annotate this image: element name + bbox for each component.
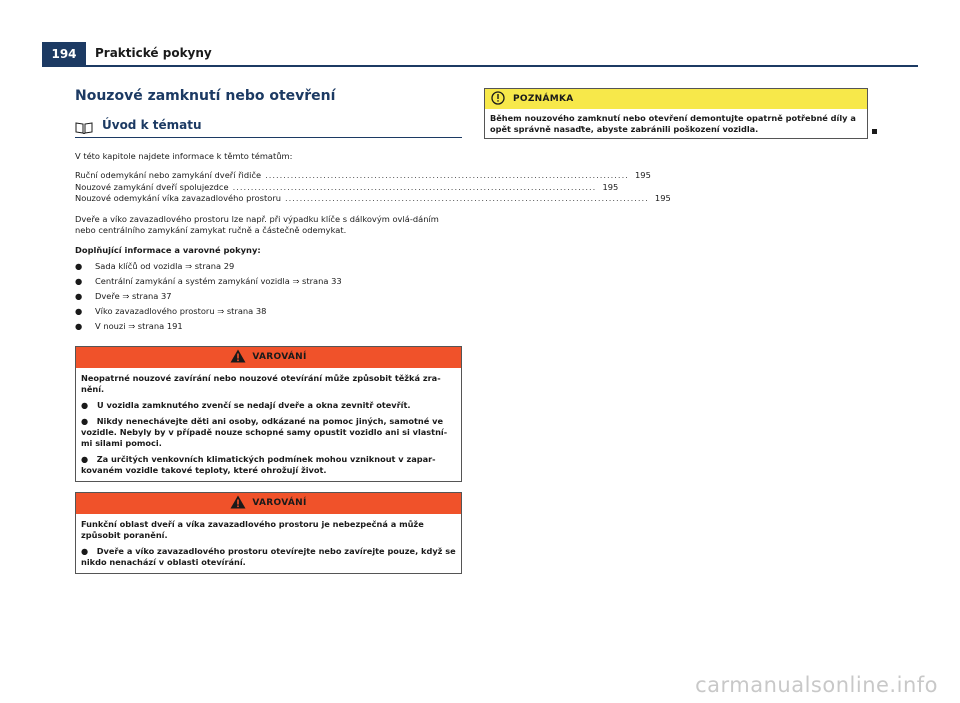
bullet-icon: ● xyxy=(81,415,97,426)
list-item-text: Víko zavazadlového prostoru ⇒ strana 38 xyxy=(95,305,267,316)
warning-title: VAROVÁNÍ xyxy=(252,498,307,508)
warning-item xyxy=(81,400,456,411)
warning-lead: Neopatrné nouzové zavírání nebo nouzové otevírání může způsobit těžká zra-nění. xyxy=(81,372,441,394)
toc-entry[interactable] xyxy=(75,193,671,205)
toc-entry-page: 195 xyxy=(635,170,651,180)
list-item-text: Dveře ⇒ strana 37 xyxy=(95,290,172,301)
page-title: Nouzové zamknutí nebo otevření xyxy=(75,88,336,104)
bullet-icon: ● xyxy=(75,290,83,301)
list-item[interactable] xyxy=(75,261,462,272)
right-column xyxy=(484,88,868,139)
bullet-icon: ● xyxy=(81,399,89,410)
list-item[interactable] xyxy=(75,276,462,287)
list-item-text: V nouzi ⇒ strana 191 xyxy=(95,320,183,331)
watermark: carmanualsonline.info xyxy=(695,673,938,697)
toc-entry-label: Nouzové odemykání víka zavazadlového prostoru xyxy=(75,193,282,203)
toc-leader-dots: .................................................................................................... xyxy=(265,170,629,180)
toc-leader-dots: .................................................................................................... xyxy=(232,181,597,192)
end-of-section-marker xyxy=(872,129,877,134)
bullet-icon: ● xyxy=(75,305,83,316)
list-item[interactable] xyxy=(75,306,462,317)
list-item[interactable] xyxy=(75,321,462,332)
subsection-title: Úvod k tématu xyxy=(102,118,202,132)
toc-leader-dots: .................................................................................................... xyxy=(285,193,649,203)
intro-text: V této kapitole najdete informace k těmto tématům: xyxy=(75,151,293,161)
warning-box-1 xyxy=(75,346,462,482)
toc-entry-label: Nouzové zamykání dveří spolujezdce xyxy=(75,181,229,192)
warning-header xyxy=(76,493,461,514)
warning-item xyxy=(81,416,456,449)
reference-list xyxy=(75,261,462,332)
warning-lead: Funkční oblast dveří a víka zavazadlového prostoru je nebezpečná a může způsobit poranění. xyxy=(81,518,424,540)
table-of-contents xyxy=(75,170,671,205)
note-text: Během nouzového zamknutí nebo otevření demontujte opatrně potřebné díly a opět správně nasaďte, abyste zabránili poškození vozidla. xyxy=(490,113,856,134)
toc-entry[interactable] xyxy=(75,181,619,194)
warning-item xyxy=(81,454,456,476)
warning-box-2 xyxy=(75,492,462,574)
note-title: POZNÁMKA xyxy=(513,94,574,104)
bullet-icon: ● xyxy=(81,545,97,556)
toc-entry-page: 195 xyxy=(602,181,619,192)
page-number: 194 xyxy=(42,42,86,66)
warning-title: VAROVÁNÍ xyxy=(252,352,307,362)
note-box xyxy=(484,88,868,139)
warning-header xyxy=(76,347,461,368)
bullet-icon: ● xyxy=(81,453,97,464)
warning-triangle-icon xyxy=(230,348,246,367)
warning-item-text: U vozidla zamknutého zvenčí se nedají dveře a okna zevnitř otevřít. xyxy=(97,399,411,410)
note-body xyxy=(485,109,867,138)
bullet-icon: ● xyxy=(75,320,83,331)
header-divider xyxy=(42,65,918,67)
toc-entry-label: Ruční odemykání nebo zamykání dveří řidiče xyxy=(75,170,262,180)
warning-triangle-icon xyxy=(230,494,246,513)
subsection-header xyxy=(75,118,462,138)
note-header xyxy=(485,89,867,109)
warning-body xyxy=(76,368,461,481)
warning-item-text: Za určitých venkovních klimatických podmínek mohou vzniknout v zapar-kovaném vozidle takové teploty, které ohrožují život. xyxy=(81,453,436,475)
toc-entry-page: 195 xyxy=(654,193,671,203)
warning-body xyxy=(76,514,461,573)
info-heading: Doplňující informace a varovné pokyny: xyxy=(75,244,261,255)
warning-item xyxy=(81,546,456,568)
exclamation-circle-icon xyxy=(491,90,505,109)
list-item-text: Centrální zamykání a systém zamykání vozidla ⇒ strana 33 xyxy=(95,275,342,286)
bullet-icon: ● xyxy=(75,275,83,286)
list-item-text: Sada klíčů od vozidla ⇒ strana 29 xyxy=(95,260,235,271)
list-item[interactable] xyxy=(75,291,462,302)
warning-item-text: Nikdy nenechávejte děti ani osoby, odkázané na pomoc jiných, samotné ve vozidle. Nebyly by v případě nouze schopné samy opustit vozidlo ani si vlastní-mi silami pomoci. xyxy=(81,415,448,448)
book-icon xyxy=(75,119,93,131)
body-paragraph: Dveře a víko zavazadlového prostoru lze např. při výpadku klíče s dálkovým ovlá-dáním nebo centrálního zamykání zamykat ručně a částečně odemykat. xyxy=(75,213,439,235)
warning-item-text: Dveře a víko zavazadlového prostoru otevírejte nebo zavírejte pouze, když se nikdo nenachází v oblasti otevírání. xyxy=(81,545,456,567)
bullet-icon: ● xyxy=(75,260,83,271)
toc-entry[interactable] xyxy=(75,170,651,182)
section-title: Praktické pokyny xyxy=(95,46,212,60)
